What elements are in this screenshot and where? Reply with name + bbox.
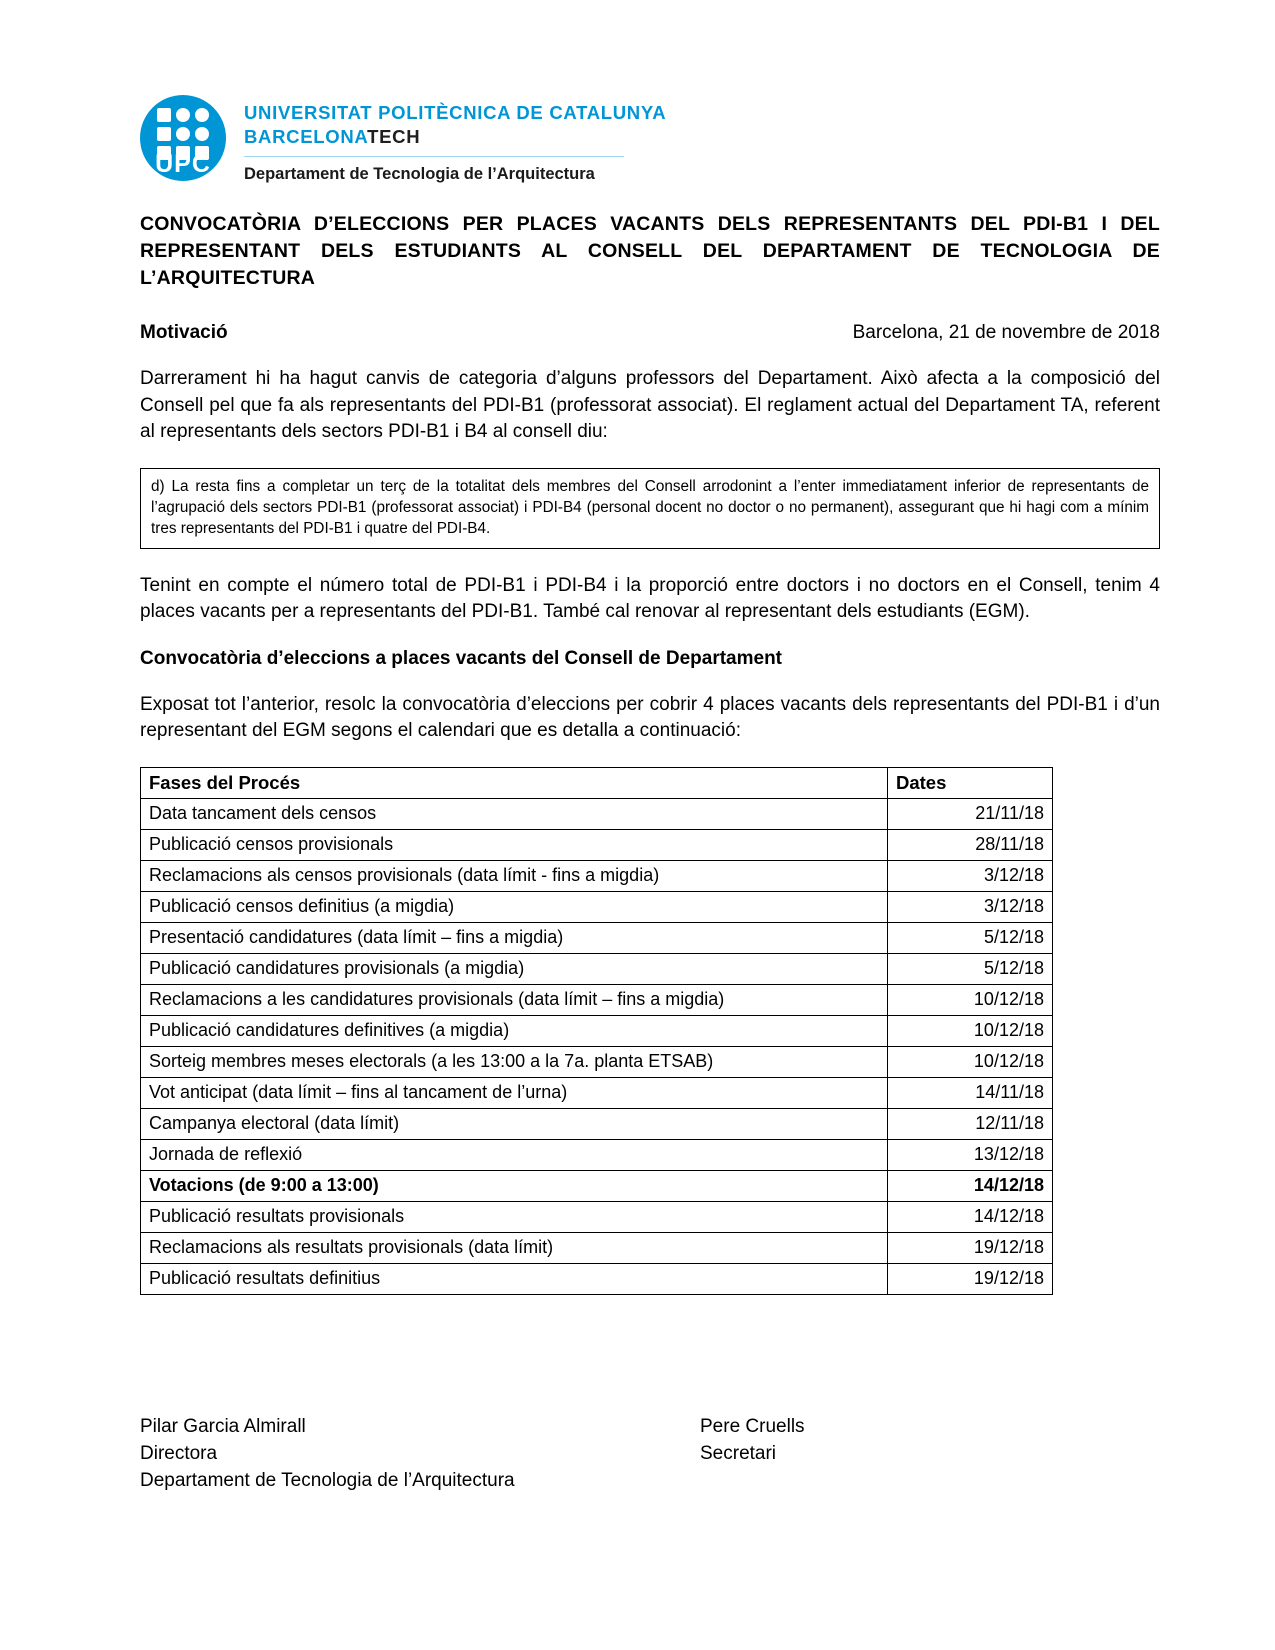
cell-phase: Jornada de reflexió — [141, 1139, 888, 1170]
cell-date: 28/11/18 — [888, 829, 1053, 860]
cell-date: 5/12/18 — [888, 953, 1053, 984]
cell-phase: Publicació resultats provisionals — [141, 1201, 888, 1232]
paragraph-2: Tenint en compte el número total de PDI-B1 i PDI-B4 i la proporció entre doctors i no doctors en el Consell, tenim 4 places vacants per a representants del PDI-B1. També cal renovar al representant dels estudiants (EGM). — [140, 574, 1160, 622]
column-header-phase: Fases del Procés — [141, 767, 888, 798]
cell-phase: Publicació censos provisionals — [141, 829, 888, 860]
signer-name-left: Pilar Garcia Almirall — [140, 1415, 306, 1437]
table-row — [141, 922, 1053, 953]
cell-date: 14/11/18 — [888, 1077, 1053, 1108]
letterhead-divider — [244, 156, 624, 157]
regulation-quote-text: d) La resta fins a completar un terç de la totalitat dels membres del Consell arrodonint a l’enter immediatament inferior de representants de l’agrupació dels sectors PDI-B1 (professorat associat) i PDI-B4 (personal docent no doctor o no permanent), assegurant que hi hagi com a mínim tres representants del PDI-B1 i quatre del PDI-B4. — [151, 477, 1149, 537]
cell-phase: Campanya electoral (data límit) — [141, 1108, 888, 1139]
table-row — [141, 891, 1053, 922]
section-subheading: Convocatòria d’eleccions a places vacants del Consell de Departament — [140, 647, 783, 669]
table-row — [141, 1201, 1053, 1232]
cell-phase: Sorteig membres meses electorals (a les 13:00 a la 7a. planta ETSAB) — [141, 1046, 888, 1077]
table-row — [141, 1232, 1053, 1263]
motivation-heading: Motivació — [140, 322, 228, 343]
cell-phase: Publicació resultats definitius — [141, 1263, 888, 1294]
table-row — [141, 1046, 1053, 1077]
regulation-quote-box — [140, 468, 1160, 549]
signature-left — [140, 1413, 700, 1494]
paragraph-1: Darrerament hi ha hagut canvis de categoria d’alguns professors del Departament. Això afecta a la composició del Consell pel que fa als representants del PDI-B1 (professorat associat). El reglament actual del Departament TA, referent al representants dels sectors PDI-B1 i B4 al consell diu: — [140, 368, 1160, 442]
cell-date: 19/12/18 — [888, 1232, 1053, 1263]
table-row — [141, 953, 1053, 984]
cell-phase: Votacions (de 9:00 a 13:00) — [141, 1170, 888, 1201]
cell-date: 19/12/18 — [888, 1263, 1053, 1294]
cell-date: 10/12/18 — [888, 1046, 1053, 1077]
signer-unit-left: Departament de Tecnologia de l’Arquitectura — [140, 1469, 515, 1491]
upc-logo — [140, 95, 226, 181]
brand-name-barcelona: BARCELONA — [244, 126, 368, 147]
cell-phase: Publicació candidatures provisionals (a migdia) — [141, 953, 888, 984]
column-header-date: Dates — [888, 767, 1053, 798]
cell-phase: Publicació candidatures definitives (a migdia) — [141, 1015, 888, 1046]
table-row — [141, 1108, 1053, 1139]
department-name: Departament de Tecnologia de l’Arquitectura — [244, 165, 595, 183]
table-row — [141, 1170, 1053, 1201]
paragraph-3: Exposat tot l’anterior, resolc la convocatòria d’eleccions per cobrir 4 places vacants dels representants del PDI-B1 i d’un representant del EGM segons el calendari que es detalla a continuació: — [140, 693, 1160, 741]
brand-name-tech: TECH — [367, 126, 421, 147]
table-row — [141, 860, 1053, 891]
logo-acronym: UPC — [155, 150, 211, 178]
place-date: Barcelona, 21 de novembre de 2018 — [852, 322, 1160, 343]
university-name: UNIVERSITAT POLITÈCNICA DE CATALUNYA — [244, 102, 667, 123]
cell-date: 21/11/18 — [888, 798, 1053, 829]
table-row — [141, 1077, 1053, 1108]
schedule-table — [140, 767, 1053, 1295]
table-row — [141, 984, 1053, 1015]
table-row — [141, 1139, 1053, 1170]
page-title: CONVOCATÒRIA D’ELECCIONS PER PLACES VACANTS DELS REPRESENTANTS DEL PDI-B1 I DEL REPRESENTANT DELS ESTUDIANTS AL CONSELL DEL DEPARTAMENT DE TECNOLOGIA DE L’ARQUITECTURA — [140, 213, 1160, 289]
cell-date: 10/12/18 — [888, 1015, 1053, 1046]
motivation-row — [140, 322, 1160, 344]
letterhead-titles — [244, 95, 666, 185]
cell-phase: Presentació candidatures (data límit – fins a migdia) — [141, 922, 888, 953]
letterhead — [140, 95, 1160, 185]
cell-phase: Publicació censos definitius (a migdia) — [141, 891, 888, 922]
table-row — [141, 829, 1053, 860]
cell-phase: Vot anticipat (data límit – fins al tancament de l’urna) — [141, 1077, 888, 1108]
table-row — [141, 1263, 1053, 1294]
cell-date: 14/12/18 — [888, 1170, 1053, 1201]
table-row — [141, 798, 1053, 829]
cell-date: 5/12/18 — [888, 922, 1053, 953]
signer-role-right: Secretari — [700, 1442, 777, 1464]
cell-date: 13/12/18 — [888, 1139, 1053, 1170]
cell-date: 3/12/18 — [888, 860, 1053, 891]
cell-phase: Data tancament dels censos — [141, 798, 888, 829]
table-row — [141, 1015, 1053, 1046]
signature-right — [700, 1413, 1160, 1494]
brand-name — [244, 125, 666, 149]
signer-role-left: Directora — [140, 1442, 218, 1464]
cell-date: 10/12/18 — [888, 984, 1053, 1015]
cell-phase: Reclamacions als resultats provisionals (data límit) — [141, 1232, 888, 1263]
cell-date: 14/12/18 — [888, 1201, 1053, 1232]
cell-phase: Reclamacions als censos provisionals (data límit - fins a migdia) — [141, 860, 888, 891]
schedule-table-body — [141, 798, 1053, 1294]
cell-date: 12/11/18 — [888, 1108, 1053, 1139]
cell-date: 3/12/18 — [888, 891, 1053, 922]
table-header-row — [141, 767, 1053, 798]
signer-name-right: Pere Cruells — [700, 1415, 805, 1437]
signature-block — [140, 1413, 1160, 1494]
cell-phase: Reclamacions a les candidatures provisionals (data límit – fins a migdia) — [141, 984, 888, 1015]
